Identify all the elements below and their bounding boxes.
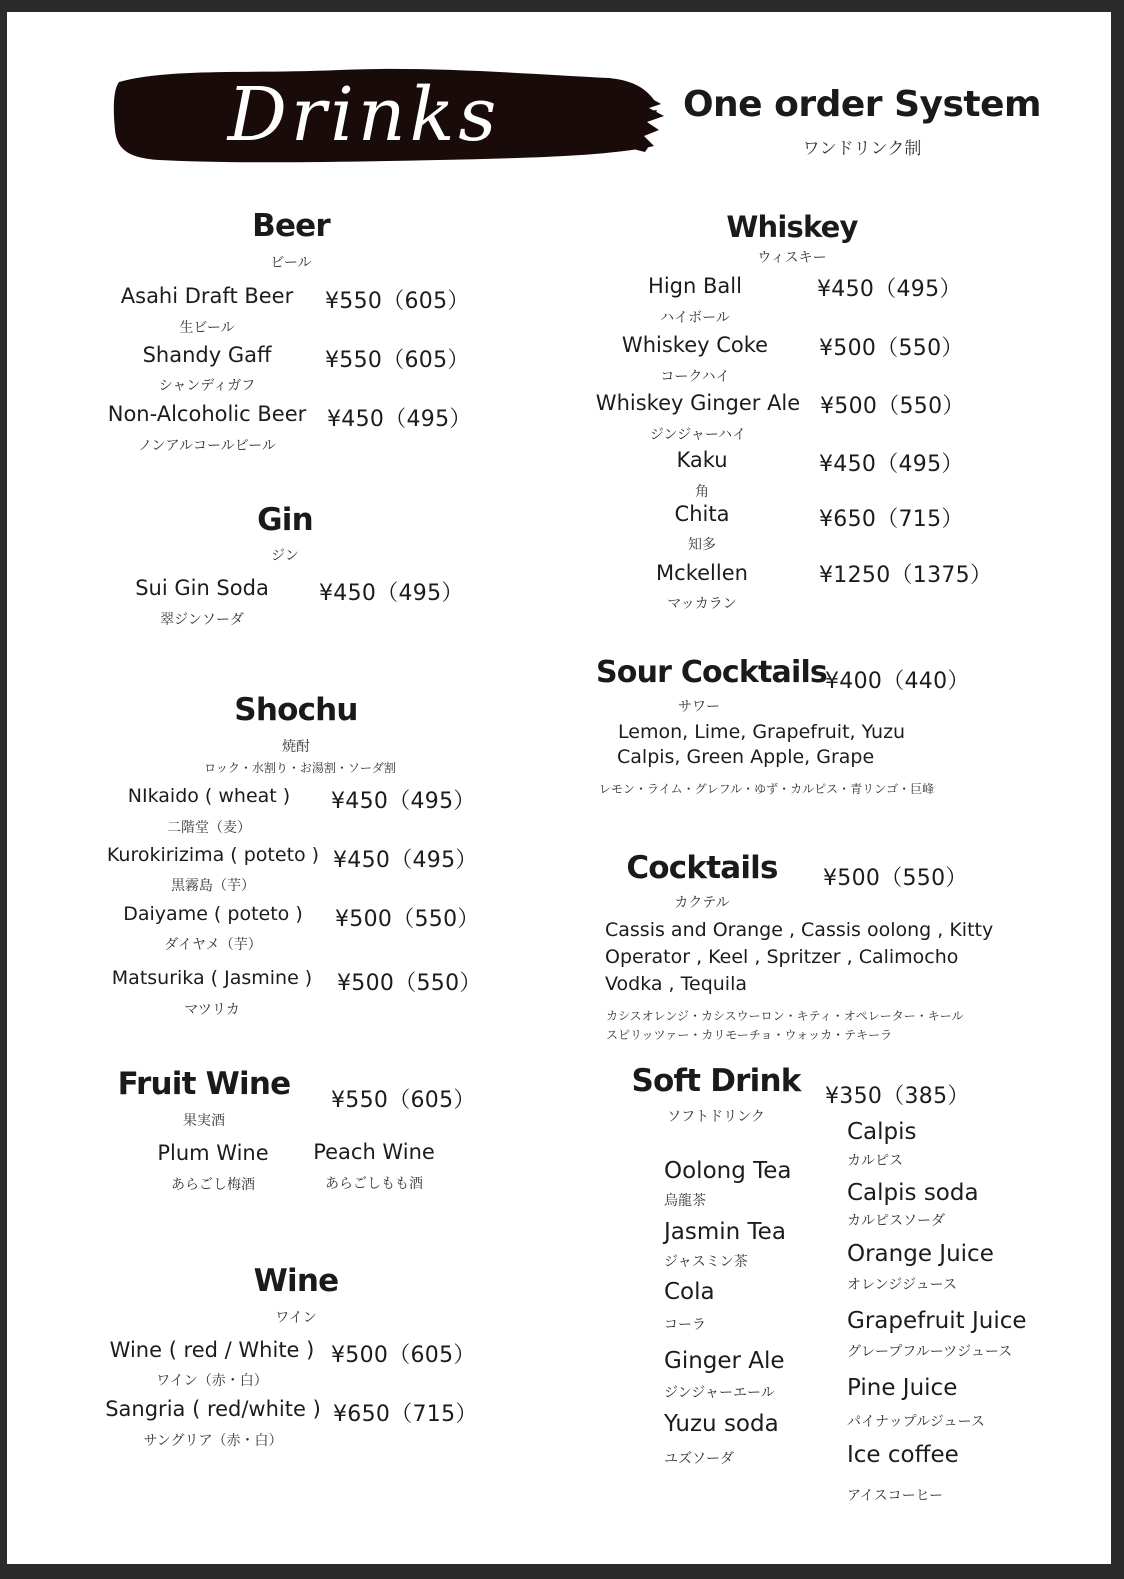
beer-item-jp: シャンディガフ xyxy=(158,378,256,394)
whiskey-item-price: ¥450（495） xyxy=(817,277,962,302)
whiskey-item-price: ¥450（495） xyxy=(819,452,964,477)
soft-right-item-jp: パイナップルジュース xyxy=(847,1414,985,1430)
whiskey-item-name: Hign Ball xyxy=(648,274,742,298)
soft-right-item-jp: カルピス xyxy=(847,1153,903,1169)
cocktails-jp-line1: カシスオレンジ・カシスウーロン・キティ・オペレーター・キール xyxy=(606,1009,964,1023)
gin-item-price: ¥450（495） xyxy=(319,581,464,606)
whiskey-item-jp: ハイボール xyxy=(660,310,730,326)
shochu-jp: 焼酎 xyxy=(282,739,310,755)
whiskey-item-name: Whiskey Ginger Ale xyxy=(595,391,801,415)
wine-item-price: ¥650（715） xyxy=(333,1402,478,1427)
wine-jp: ワイン xyxy=(275,1310,317,1326)
beer-item-name: Non-Alcoholic Beer xyxy=(107,402,307,426)
cocktails-price: ¥500（550） xyxy=(823,866,968,891)
whiskey-item-jp: コークハイ xyxy=(660,369,730,385)
beer-item-jp: 生ビール xyxy=(179,320,235,336)
whiskey-title: Whiskey xyxy=(726,210,858,244)
whiskey-item-price: ¥650（715） xyxy=(819,507,964,532)
soft-jp: ソフトドリンク xyxy=(667,1109,765,1125)
drinks-logo xyxy=(109,60,669,172)
shochu-item-name: Kurokirizima ( poteto ) xyxy=(106,844,320,866)
soft-title: Soft Drink xyxy=(631,1063,801,1099)
beer-item-price: ¥450（495） xyxy=(327,407,472,432)
cocktails-title: Cocktails xyxy=(626,850,778,886)
wine-item-jp: ワイン（赤・白） xyxy=(156,1373,268,1389)
brush-stroke-image xyxy=(109,60,669,172)
cocktails-line2: Operator , Keel , Spritzer , Calimocho xyxy=(605,946,959,968)
whiskey-item-jp: ジンジャーハイ xyxy=(649,427,747,443)
shochu-item-price: ¥500（550） xyxy=(335,907,480,932)
whiskey-item-price: ¥1250（1375） xyxy=(819,563,993,588)
gin-title: Gin xyxy=(257,502,313,538)
wine-title: Wine xyxy=(253,1263,339,1299)
fruit-wine-jp: 果実酒 xyxy=(183,1113,225,1129)
beer-item-jp: ノンアルコールビール xyxy=(138,438,276,454)
soft-right-item-name: Ice coffee xyxy=(847,1442,959,1468)
shochu-item-price: ¥450（495） xyxy=(333,848,478,873)
beer-item-price: ¥550（605） xyxy=(325,348,470,373)
beer-item-price: ¥550（605） xyxy=(325,289,470,314)
cocktails-line1: Cassis and Orange , Cassis oolong , Kitty xyxy=(605,919,994,941)
cocktails-jp: カクテル xyxy=(674,895,730,911)
fruit-wine-title: Fruit Wine xyxy=(117,1066,291,1102)
wine-item-name: Wine ( red / White ) xyxy=(109,1338,315,1362)
sour-title: Sour Cocktails xyxy=(596,655,827,690)
soft-right-item-jp: アイスコーヒー xyxy=(847,1488,944,1504)
soft-right-item-name: Pine Juice xyxy=(847,1375,958,1401)
fruit-wine-item-name: Peach Wine xyxy=(313,1140,435,1164)
fruit-wine-item-jp: あらごしもも酒 xyxy=(325,1176,423,1192)
shochu-note: ロック・水割り・お湯割・ソーダ割 xyxy=(204,761,396,775)
cocktails-jp-line2: スピリッツァー・カリモーチョ・ウォッカ・テキーラ xyxy=(606,1028,893,1042)
sour-price: ¥400（440） xyxy=(825,669,970,694)
shochu-item-name: Daiyame ( poteto ) xyxy=(123,903,303,925)
soft-left-item-name: Yuzu soda xyxy=(664,1411,779,1437)
soft-left-item-name: Oolong Tea xyxy=(664,1158,792,1184)
sour-jp: サワー xyxy=(678,699,720,715)
whiskey-item-price: ¥500（550） xyxy=(819,336,964,361)
soft-left-item-jp: 烏龍茶 xyxy=(664,1193,706,1209)
shochu-item-name: NIkaido ( wheat ) xyxy=(127,785,291,807)
shochu-item-jp: 二階堂（麦） xyxy=(167,820,251,836)
fruit-wine-item-jp: あらごし梅酒 xyxy=(171,1177,255,1193)
logo-text: Drinks xyxy=(227,72,501,158)
wine-item-price: ¥500（605） xyxy=(331,1343,476,1368)
shochu-item-price: ¥500（550） xyxy=(337,971,482,996)
soft-left-item-jp: コーラ xyxy=(664,1317,706,1333)
soft-left-item-name: Ginger Ale xyxy=(664,1348,785,1374)
fruit-wine-item-name: Plum Wine xyxy=(157,1141,269,1165)
shochu-title: Shochu xyxy=(234,692,358,728)
whiskey-jp: ウィスキー xyxy=(757,250,827,266)
soft-left-item-jp: ジャスミン茶 xyxy=(664,1254,748,1270)
whiskey-item-price: ¥500（550） xyxy=(820,394,965,419)
shochu-item-price: ¥450（495） xyxy=(331,789,476,814)
shochu-item-jp: ダイヤメ（芋） xyxy=(164,937,262,953)
wine-item-jp: サングリア（赤・白） xyxy=(143,1433,283,1449)
shochu-item-jp: マツリカ xyxy=(184,1002,240,1018)
soft-left-item-name: Jasmin Tea xyxy=(664,1219,786,1245)
fruit-wine-price: ¥550（605） xyxy=(331,1088,476,1113)
soft-right-item-name: Orange Juice xyxy=(847,1241,994,1267)
beer-item-name: Asahi Draft Beer xyxy=(120,284,294,308)
header-subtitle: ワンドリンク制 xyxy=(802,139,922,159)
soft-price: ¥350（385） xyxy=(825,1084,970,1109)
whiskey-item-name: Whiskey Coke xyxy=(621,333,769,357)
soft-right-item-name: Calpis soda xyxy=(847,1180,979,1206)
sour-line2: Calpis, Green Apple, Grape xyxy=(617,746,875,768)
menu-page xyxy=(7,12,1111,1564)
whiskey-item-jp: 知多 xyxy=(688,537,716,553)
gin-jp: ジン xyxy=(271,548,299,564)
gin-item-name: Sui Gin Soda xyxy=(135,576,269,600)
beer-jp: ビール xyxy=(270,255,312,271)
shochu-item-jp: 黒霧島（芋） xyxy=(171,878,255,894)
shochu-item-name: Matsurika ( Jasmine ) xyxy=(111,967,313,989)
soft-left-item-jp: ユズソーダ xyxy=(664,1451,734,1467)
whiskey-item-jp: 角 xyxy=(695,484,709,500)
soft-right-item-jp: オレンジジュース xyxy=(847,1277,957,1293)
cocktails-line3: Vodka , Tequila xyxy=(605,973,748,995)
wine-item-name: Sangria ( red/white ) xyxy=(105,1397,321,1421)
whiskey-item-name: Mckellen xyxy=(656,561,748,585)
beer-item-name: Shandy Gaff xyxy=(142,343,272,367)
whiskey-item-name: Kaku xyxy=(676,448,728,472)
header-title: One order System xyxy=(682,84,1042,125)
gin-item-jp: 翠ジンソーダ xyxy=(160,612,244,628)
sour-line1: Lemon, Lime, Grapefruit, Yuzu xyxy=(618,721,906,743)
whiskey-item-name: Chita xyxy=(674,502,730,526)
soft-right-item-name: Grapefruit Juice xyxy=(847,1308,1027,1334)
beer-title: Beer xyxy=(252,208,330,244)
sour-jp-list: レモン・ライム・グレフル・ゆず・カルピス・青リンゴ・巨峰 xyxy=(599,782,935,796)
soft-left-item-jp: ジンジャーエール xyxy=(664,1385,775,1401)
soft-right-item-name: Calpis xyxy=(847,1119,917,1145)
soft-right-item-jp: グレープフルーツジュース xyxy=(847,1344,1013,1360)
whiskey-item-jp: マッカラン xyxy=(667,596,737,612)
soft-left-item-name: Cola xyxy=(664,1279,715,1305)
soft-right-item-jp: カルピスソーダ xyxy=(847,1213,945,1229)
